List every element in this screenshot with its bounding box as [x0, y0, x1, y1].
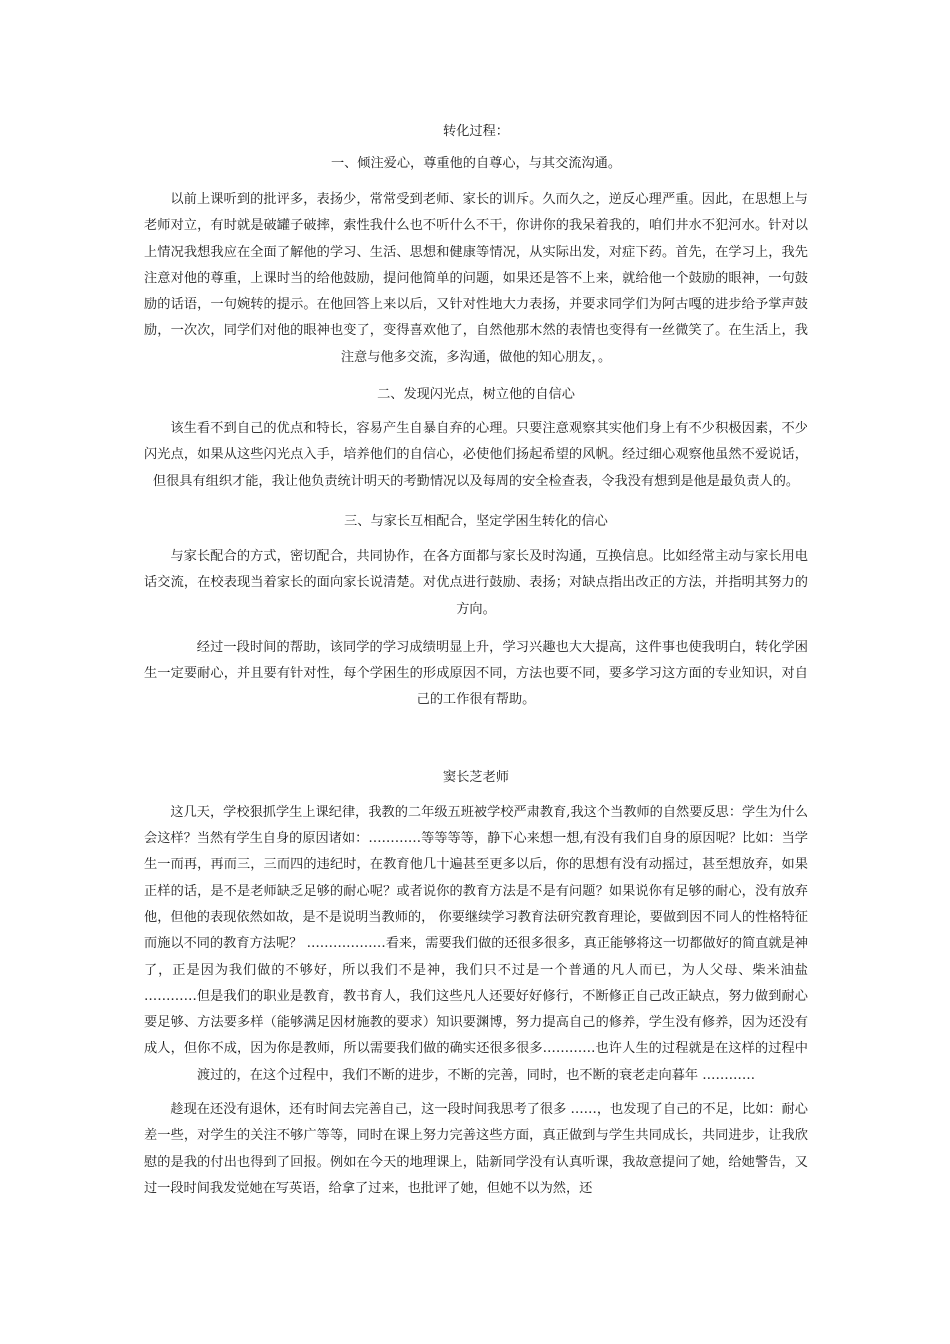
- paragraph-reflection: 这几天，学校狠抓学生上课纪律，我教的二年级五班被学校严肃教育,我这个当教师的自然要反思：学生为什么会这样？当然有学生自身的原因诸如：…………等等等等，静下心来想一想,有没有我们自身的原因呢？比如：当学生一而再，再而三，三而四的违纪时，在教育他几十遍甚至更多以后，你的思想有没有动摇过，甚至想放弃，如果正样的话，是不是老师缺乏足够的耐心呢？或者说你的教育方法是不是有问题？如果说你有足够的耐心，没有放弃他，但他的表现依然如故，是不是说明当教师的， 你要继续学习教育法研究教育理论，要做到因不同人的性格特征而施以不同的教育方法呢？ ………………看来，需要我们做的还很多很多，真正能够将这一切都做好的简直就是神了，正是因为我们做的不够好，所以我们不是神，我们只不过是一个普通的凡人而已，为人父母、柴米油盐 …………但是我们的职业是教育，教书育人，我们这些凡人还要好好修行，不断修正自己改正缺点，努力做到耐心要足够、方法要多样（能够满足因材施教的要求）知识要渊博，努力提高自己的修养，学生没有修养，因为还没有成人，但你不成，因为你是教师，所以需要我们做的确实还很多很多…………也许人生的过程就是在这样的过程中渡过的，在这个过程中，我们不断的进步，不断的完善，同时，也不断的衰老走向暮年 …………: [144, 804, 808, 1083]
- paragraph-2: 该生看不到自己的优点和特长，容易产生自暴自弃的心理。只要注意观察其实他们身上有不少积极因素，不少闪光点，如果从这些闪光点入手，培养他们的自信心，必使他们扬起希望的风帆。经过细心观察他虽然不爱说话，但很具有组织才能，我让他负责统计明天的考勤情况以及每周的安全检查表，令我没有想到是他是最负责人的。: [144, 421, 808, 489]
- section-heading-1: 一、倾注爱心，尊重他的自尊心，与其交流沟通。: [330, 156, 622, 171]
- paragraph-conclusion: 经过一段时间的帮助，该同学的学习成绩明显上升，学习兴趣也大大提高，这件事也使我明白，转化学困生一定要耐心，并且要有针对性，每个学困生的形成原因不同，方法也要不同，要多学习这方面的专业知识，对自己的工作很有帮助。: [144, 639, 808, 708]
- section-heading-3: 三、与家长互相配合，坚定学困生转化的信心: [344, 513, 608, 529]
- article-author-title: 窦长芝老师: [443, 769, 509, 785]
- section-heading-2: 二、发现闪光点，树立他的自信心: [377, 387, 575, 403]
- section-title-transformation-process: 转化过程：: [443, 124, 509, 139]
- paragraph-continuation: 趁现在还没有退休，还有时间去完善自己，这一段时间我思考了很多 ……，也发现了自己的不足，比如：耐心差一些，对学生的关注不够广等等，同时在课上努力完善这些方面，真正做到与学生共同成长，共同进步，让我欣慰的是我的付出也得到了回报。例如在今天的地理课上，陆新同学没有认真听课，我故意提问了她，给她警告，又过一段时间我发觉她在写英语，给拿了过来，也批评了她，但她不以为然，还: [144, 1102, 808, 1196]
- paragraph-1: 以前上课听到的批评多，表扬少，常常受到老师、家长的训斥。久而久之，逆反心理严重。因此，在思想上与老师对立，有时就是破罐子破摔，索性我什么也不听什么不干，你讲你的我呆着我的，咱们井水不犯河水。针对以上情况我想我应在全面了解他的学习、生活、思想和健康等情况，从实际出发，对症下药。首先，在学习上，我先注意对他的尊重，上课时当的给他鼓励，提问他简单的问题，如果还是答不上来，就给他一个鼓励的眼神，一句鼓励的话语，一句婉转的提示。在他回答上来以后，又针对性地大力表扬，并要求同学们为阿古嘎的进步给予掌声鼓励，一次次，同学们对他的眼神也变了，变得喜欢他了，自然他那木然的表情也变得有一丝微笑了。在生活上，我注意与他多交流，多沟通，做他的知心朋友，。: [144, 192, 808, 365]
- paragraph-3: 与家长配合的方式，密切配合，共同协作，在各方面都与家长及时沟通，互换信息。比如经常主动与家长用电话交流，在校表现当着家长的面向家长说清楚。对优点进行鼓励、表扬；对缺点指出改正的方法，并指明其努力的方向。: [144, 548, 808, 617]
